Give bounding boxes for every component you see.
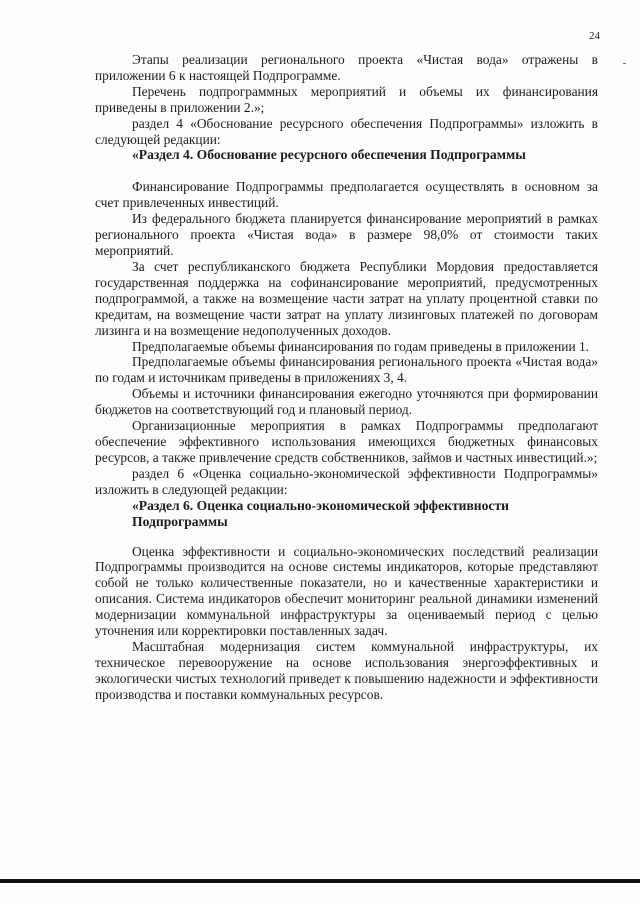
paragraph: раздел 4 «Обоснование ресурсного обеспечения Подпрограммы» изложить в следующей редакции: bbox=[95, 115, 598, 147]
paragraph: Предполагаемые объемы финансирования по годам приведены в приложении 1. bbox=[132, 338, 590, 354]
paragraph: Объемы и источники финансирования ежегодно уточняются при формировании бюджетов на соответствующий год и плановый период. bbox=[95, 386, 598, 418]
document-body bbox=[95, 52, 598, 703]
paragraph: Перечень подпрограммных мероприятий и объемы их финансирования приведены в приложении 2.»; bbox=[95, 83, 598, 115]
paragraph: Из федерального бюджета планируется финансирование мероприятий в рамках регионального проекта «Чистая вода» в размере 98,0% от стоимости таких мероприятий. bbox=[95, 211, 598, 259]
paragraph: Организационные мероприятия в рамках Подпрограммы предполагают обеспечение эффективного использования имеющихся бюджетных финансовых ресурсов, а также привлечение средств собственников, займов и частных инвестиций.»; bbox=[95, 418, 598, 465]
scan-edge-line bbox=[0, 879, 640, 883]
paragraph: Оценка эффективности и социально-экономических последствий реализации Подпрограммы производится на основе системы индикаторов, которые представляют собой не только количественные показатели, но и качественные характеристики и описания. Система индикаторов обеспечит мониторинг реальной динамики изменений модернизации коммунальной инфраструктуры за оцениваемый период с целью уточнения или корректировки поставленных задач. bbox=[95, 543, 598, 639]
paragraph: раздел 6 «Оценка социально-экономической эффективности Подпрограммы» изложить в следующей редакции: bbox=[95, 465, 598, 497]
section-6-heading: «Раздел 6. Оценка социально-экономической эффективности bbox=[132, 497, 509, 513]
section-6-heading-line2: Подпрограммы bbox=[132, 513, 228, 529]
paragraph: За счет республиканского бюджета Республики Мордовия предоставляется государственная поддержка на софинансирование мероприятий, предусмотренных подпрограммой, а также на возмещение части затрат на уплату процентной ставки по кредитам, на возмещение части затрат на уплату лизинговых платежей по договорам лизинга и на возмещение недополученных доходов. bbox=[95, 258, 598, 338]
paragraph: Этапы реализации регионального проекта «Чистая вода» отражены в приложении 6 к настоящей Подпрограмме. bbox=[95, 52, 598, 83]
paragraph: Финансирование Подпрограммы предполагается осуществлять в основном за счет привлеченных инвестиций. bbox=[95, 179, 598, 211]
page-number: 24 bbox=[589, 30, 600, 42]
paragraph: Предполагаемые объемы финансирования регионального проекта «Чистая вода» по годам и источникам приведены в приложениях 3, 4. bbox=[95, 354, 598, 386]
paragraph: Масштабная модернизация систем коммунальной инфраструктуры, их техническое перевооружение на основе использования энергоэффективных и экологически чистых технологий приведет к повышению надежности и эффективности производства и поставки коммунальных ресурсов. bbox=[95, 639, 598, 702]
section-4-heading: «Раздел 4. Обоснование ресурсного обеспечения Подпрограммы bbox=[132, 147, 526, 163]
scan-artifact bbox=[623, 63, 626, 64]
